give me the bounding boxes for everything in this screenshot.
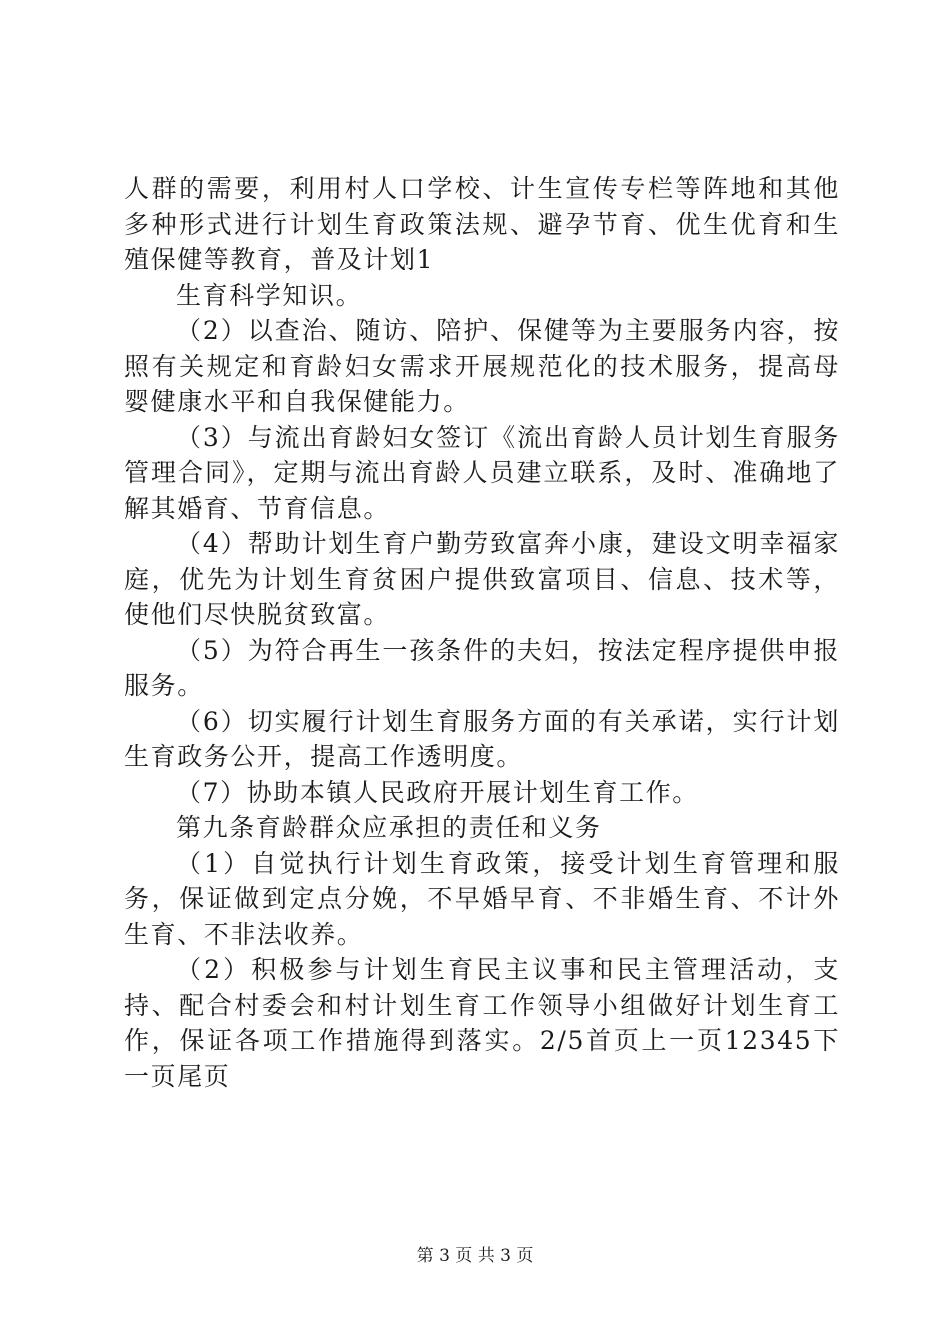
paragraph-3: （2）以查治、随访、陪护、保健等为主要服务内容，按照有关规定和育龄妇女需求开展规范化的技术服务，提高母婴健康水平和自我保健能力。 xyxy=(124,316,840,416)
paragraph-4: （3）与流出育龄妇女签订《流出育龄人员计划生育服务管理合同》，定期与流出育龄人员建立联系，及时、准确地了解其婚育、节育信息。 xyxy=(124,422,840,523)
paragraph-6: （5）为符合再生一孩条件的夫妇，按法定程序提供申报服务。 xyxy=(124,635,840,700)
paragraph-7: （6）切实履行计划生育服务方面的有关承诺，实行计划生育政务公开，提高工作透明度。 xyxy=(124,706,840,771)
section-heading: 第九条育龄群众应承担的责任和义务 xyxy=(176,813,602,842)
paragraph-1: 人群的需要，利用村人口学校、计生宣传专栏等阵地和其他多种形式进行计划生育政策法规、避孕节育、优生优育和生殖保健等教育，普及计划1 xyxy=(124,174,840,274)
document-body xyxy=(124,171,840,1094)
paragraph-2: 生育科学知识。 xyxy=(176,280,363,310)
page-footer: 第 3 页 共 3 页 xyxy=(416,1246,534,1266)
paragraph-11: （2）积极参与计划生育民主议事和民主管理活动，支持、配合村委会和村计划生育工作领导小组做好计划生育工作，保证各项工作措施得到落实。2/5首页上一页12345下一页尾页 xyxy=(124,955,840,1091)
paragraph-10: （1）自觉执行计划生育政策，接受计划生育管理和服务，保证做到定点分娩，不早婚早育、不非婚生育、不计外生育、不非法收养。 xyxy=(124,848,840,949)
paragraph-8: （7）协助本镇人民政府开展计划生育工作。 xyxy=(176,777,699,807)
paragraph-5: （4）帮助计划生育户勤劳致富奔小康，建设文明幸福家庭，优先为计划生育贫困户提供致富项目、信息、技术等，使他们尽快脱贫致富。 xyxy=(124,529,840,629)
